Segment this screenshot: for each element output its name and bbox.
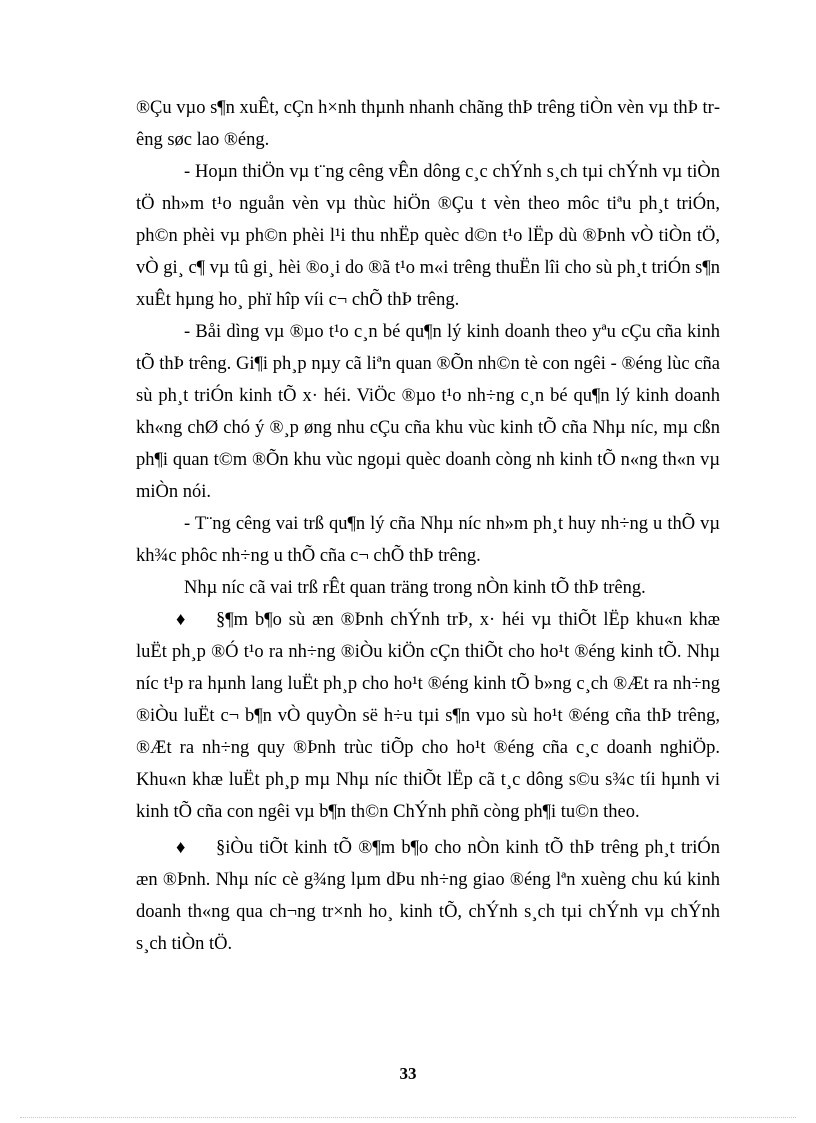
bullet-item-2 <box>136 832 720 960</box>
diamond-bullet-icon: ♦ <box>176 610 186 630</box>
paragraph-1: ®Çu vµo s¶n xuÊt, cÇn h×nh thµnh nhanh chãng thÞ trêng tiÒn vèn vµ thÞ trêng søc lao ®éng. <box>136 98 720 150</box>
page-number: 33 <box>399 1064 417 1083</box>
paragraph-3: - Båi dìng vµ ®µo t¹o c¸n bé qu¶n lý kinh doanh theo yªu cÇu cña kinh tÕ thÞ trêng. Gi¶i ph¸p nµy cã liªn quan ®Õn nh©n tè con ngêi - ®éng lùc cña sù ph¸t triÓn kinh tÕ x· héi. ViÖc ®µo t¹o nh÷ng c¸n bé qu¶n lý kinh doanh kh«ng chØ chó ý ®¸p øng nhu cÇu cña khu vùc kinh tÕ cña Nhµ níc, mµ cßn ph¶i quan t©m ®Õn khu vùc ngoµi quèc doanh còng nh kinh tÕ n«ng th«n vµ miÒn nói. <box>136 322 720 502</box>
paragraph-4: - T¨ng cêng vai trß qu¶n lý cña Nhµ níc nh»m ph¸t huy nh÷ng u thÕ vµ kh¾c phôc nh÷ng u thÕ cña c¬ chÕ thÞ trêng. <box>136 514 720 566</box>
bullet-item-1 <box>136 604 720 828</box>
bullet-item-text: §iÒu tiÕt kinh tÕ ®¶m b¶o cho nÒn kinh tÕ thÞ trêng ph¸t triÓn æn ®Þnh. Nhµ níc cè g¾ng lµm dÞu nh÷ng giao ®éng lªn xuèng chu kú kinh doanh th«ng qua ch¬ng tr×nh ho¸ kinh tÕ, chÝnh s¸ch tµi chÝnh vµ chÝnh s¸ch tiÒn tÖ. <box>136 838 720 954</box>
paragraph-5: Nhµ níc cã vai trß rÊt quan träng trong nÒn kinh tÕ thÞ trêng. <box>184 578 646 598</box>
page-bottom-divider <box>20 1117 796 1118</box>
diamond-bullet-icon: ♦ <box>176 838 186 858</box>
paragraph-2: - Hoµn thiÖn vµ t¨ng cêng vÊn dông c¸c chÝnh s¸ch tµi chÝnh vµ tiÒn tÖ nh»m t¹o nguån vèn vµ thùc hiÖn ®Çu t vèn theo môc tiªu ph¸t triÓn, ph©n phèi vµ ph©n phèi l¹i thu nhËp quèc d©n t¹o lËp dù ®Þnh vÒ tiÒn tÖ, vÒ gi¸ c¶ vµ tû gi¸ hèi ®o¸i do ®ã t¹o m«i trêng thuËn lîi cho sù ph¸t triÓn s¶n xuÊt hµng ho¸ phï hîp víi c¬ chÕ thÞ trêng. <box>136 162 720 310</box>
bullet-item-text: §¶m b¶o sù æn ®Þnh chÝnh trÞ, x· héi vµ thiÕt lËp khu«n khæ luËt ph¸p ®Ó t¹o ra nh÷ng ®iÒu kiÖn cÇn thiÕt cho ho¹t ®éng kinh tÕ. Nhµ níc t¹p ra hµnh lang luËt ph¸p cho ho¹t ®éng kinh tÕ b»ng c¸ch ®Æt ra nh÷ng ®iÒu luËt c¬ b¶n vÒ quyÒn së h÷u tµi s¶n vµo sù ho¹t ®éng cña thÞ trêng, ®Æt ra nh÷ng quy ®Þnh trùc tiÕp cho ho¹t ®éng cña c¸c doanh nghiÖp. Khu«n khæ luËt ph¸p mµ Nhµ níc thiÕt lËp cã t¸c dông s©u s¾c tíi hµnh vi kinh tÕ cña con ngêi vµ b¶n th©n ChÝnh phñ còng ph¶i tu©n theo. <box>136 610 720 822</box>
document-body <box>136 92 720 960</box>
